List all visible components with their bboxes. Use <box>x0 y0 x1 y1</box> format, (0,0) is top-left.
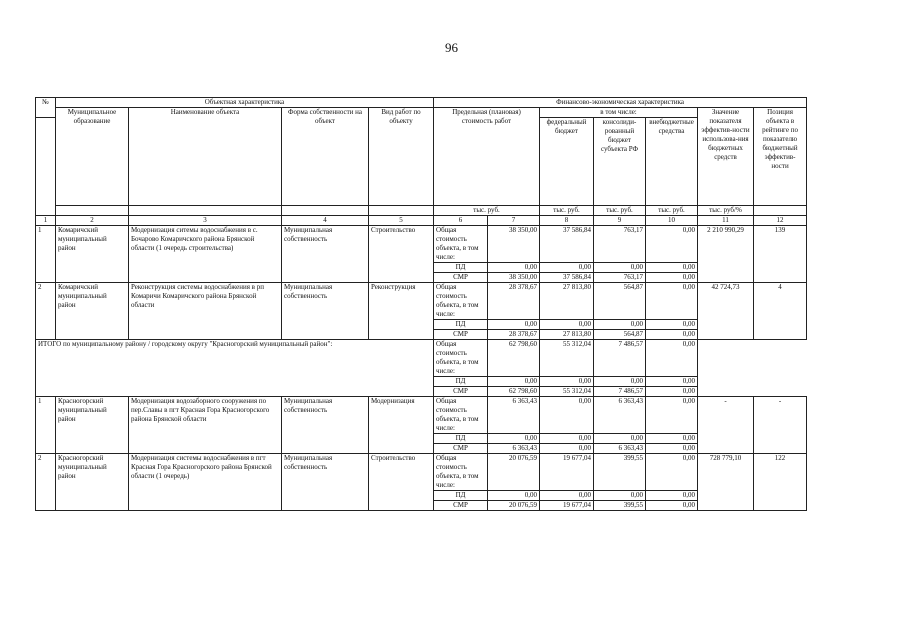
row-object-name: Реконструкция системы водоснабжения в рп Комаричи Комаричского района Брянской области <box>129 283 282 340</box>
unit-cell: тыс. руб. <box>594 206 646 216</box>
value-cell: 0,00 <box>646 454 698 491</box>
value-cell: 0,00 <box>488 320 540 330</box>
col-num: 6 <box>434 216 488 226</box>
col-num: 5 <box>369 216 434 226</box>
position-value: 122 <box>754 454 807 511</box>
empty-no-cell <box>36 118 56 206</box>
col-num: 12 <box>754 216 807 226</box>
table-row <box>36 226 807 263</box>
total-cost-label: Общая стоимость объекта, в том числе: <box>434 226 488 263</box>
total-row <box>36 340 807 377</box>
row-work-type: Строительство <box>369 226 434 283</box>
value-cell: 0,00 <box>646 377 698 387</box>
pd-label: ПД <box>434 263 488 273</box>
value-cell: 0,00 <box>646 397 698 434</box>
value-cell: 62 798,60 <box>488 340 540 377</box>
col-num: 7 <box>488 216 540 226</box>
smr-label: СМР <box>434 273 488 283</box>
efficiency-header: Значение показателя эффектив-ности использова-ния бюджетных средств <box>698 108 754 206</box>
financial-table <box>35 97 807 511</box>
row-ownership: Муниципальная собственность <box>282 454 369 511</box>
extrabudget-header: внебюджетные средства <box>646 118 698 206</box>
value-cell: 28 378,67 <box>488 283 540 320</box>
value-cell: 0,00 <box>594 320 646 330</box>
smr-label: СМР <box>434 330 488 340</box>
units-row <box>36 206 807 216</box>
row-object-name: Модернизация системы водоснабжения в пгт Красная Гора Красногорского района Брянской области (1 очередь) <box>129 454 282 511</box>
value-cell: 0,00 <box>646 434 698 444</box>
row-no: 1 <box>36 397 56 454</box>
efficiency-value: 42 724,73 <box>698 283 754 340</box>
position-header: Позиция объекта в рейтинге по показателю бюджетный эффектив-ности <box>754 108 807 206</box>
object-name-header: Наименование объекта <box>129 108 282 206</box>
value-cell: 399,55 <box>594 501 646 511</box>
header-row-2 <box>36 108 807 118</box>
total-cost-label: Общая стоимость объекта, в том числе: <box>434 283 488 320</box>
value-cell: 20 076,59 <box>488 501 540 511</box>
value-cell: 37 586,84 <box>540 226 594 263</box>
col-num: 8 <box>540 216 594 226</box>
value-cell: 0,00 <box>540 434 594 444</box>
table-row <box>36 454 807 491</box>
smr-label: СМР <box>434 387 488 397</box>
pd-label: ПД <box>434 377 488 387</box>
unit-cell: тыс. руб. <box>540 206 594 216</box>
row-no: 2 <box>36 283 56 340</box>
value-cell: 0,00 <box>488 434 540 444</box>
total-cost-label: Общая стоимость объекта, в том числе: <box>434 340 488 377</box>
municipality-header: Муниципальное образование <box>56 108 129 206</box>
position-value: 139 <box>754 226 807 283</box>
value-cell: 28 378,67 <box>488 330 540 340</box>
pd-label: ПД <box>434 320 488 330</box>
planned-cost-header: Предельная (плановая) стоимость работ <box>434 108 540 206</box>
object-char-header: Объектная характеристика <box>56 98 434 108</box>
value-cell: 0,00 <box>646 226 698 263</box>
row-work-type: Строительство <box>369 454 434 511</box>
value-cell: 37 586,84 <box>540 273 594 283</box>
value-cell: 0,00 <box>594 491 646 501</box>
value-cell: 0,00 <box>594 377 646 387</box>
value-cell: 399,55 <box>594 454 646 491</box>
value-cell: 55 312,04 <box>540 387 594 397</box>
value-cell: 19 677,04 <box>540 454 594 491</box>
row-municipality: Комаричский муниципальный район <box>56 226 129 283</box>
value-cell: 0,00 <box>488 377 540 387</box>
value-cell: 0,00 <box>594 263 646 273</box>
row-municipality: Красногорский муниципальный район <box>56 454 129 511</box>
value-cell: 0,00 <box>540 377 594 387</box>
federal-header: федеральный бюджет <box>540 118 594 206</box>
value-cell: 0,00 <box>646 387 698 397</box>
value-cell: 55 312,04 <box>540 340 594 377</box>
unit-cell: тыс. руб. <box>434 206 540 216</box>
row-work-type: Модернизация <box>369 397 434 454</box>
value-cell: 6 363,43 <box>594 444 646 454</box>
column-numbers-row <box>36 216 807 226</box>
value-cell: 564,87 <box>594 330 646 340</box>
page-number: 96 <box>445 40 458 55</box>
value-cell: 763,17 <box>594 226 646 263</box>
efficiency-value: 728 779,10 <box>698 454 754 511</box>
row-work-type: Реконструкция <box>369 283 434 340</box>
col-num: 3 <box>129 216 282 226</box>
value-cell: 38 350,00 <box>488 226 540 263</box>
row-ownership: Муниципальная собственность <box>282 283 369 340</box>
value-cell: 7 486,57 <box>594 387 646 397</box>
value-cell: 0,00 <box>488 263 540 273</box>
col-num: 1 <box>36 216 56 226</box>
value-cell: 0,00 <box>488 491 540 501</box>
value-cell: 27 813,80 <box>540 283 594 320</box>
pd-label: ПД <box>434 491 488 501</box>
value-cell: 0,00 <box>540 263 594 273</box>
value-cell: 0,00 <box>646 491 698 501</box>
value-cell: 0,00 <box>646 340 698 377</box>
consolidated-header: консолиди-рованный бюджет субъекта РФ <box>594 118 646 206</box>
value-cell: 0,00 <box>540 397 594 434</box>
value-cell: 6 363,43 <box>594 397 646 434</box>
value-cell: 0,00 <box>540 320 594 330</box>
row-municipality: Красногорский муниципальный район <box>56 397 129 454</box>
itogo-label: ИТОГО по муниципальному району / городскому округу "Красногорский муниципальный район": <box>36 340 434 397</box>
unit-cell: тыс. руб. <box>646 206 698 216</box>
value-cell: 564,87 <box>594 283 646 320</box>
position-value: - <box>754 397 807 454</box>
value-cell: 0,00 <box>646 283 698 320</box>
total-cost-label: Общая стоимость объекта, в том числе: <box>434 397 488 434</box>
col-num: 11 <box>698 216 754 226</box>
value-cell: 0,00 <box>646 444 698 454</box>
value-cell: 0,00 <box>594 434 646 444</box>
col-num: 2 <box>56 216 129 226</box>
value-cell: 6 363,43 <box>488 444 540 454</box>
position-value: 4 <box>754 283 807 340</box>
row-municipality: Комаричский муниципальный район <box>56 283 129 340</box>
efficiency-value: - <box>698 397 754 454</box>
value-cell: 0,00 <box>540 444 594 454</box>
pd-label: ПД <box>434 434 488 444</box>
row-object-name: Модернизация водозаборного сооружения по пер.Славы в пгт Красная Гора Красногорского района Брянской области <box>129 397 282 454</box>
col-no-header: № <box>36 98 56 118</box>
value-cell: 19 677,04 <box>540 501 594 511</box>
total-cost-label: Общая стоимость объекта, в том числе: <box>434 454 488 491</box>
efficiency-value: 2 210 990,29 <box>698 226 754 283</box>
including-header: в том числе: <box>540 108 698 118</box>
col-num: 9 <box>594 216 646 226</box>
value-cell: 0,00 <box>646 320 698 330</box>
value-cell: 0,00 <box>646 501 698 511</box>
work-type-header: Вид работ по объекту <box>369 108 434 206</box>
fin-char-header: Финансово-экономическая характеристика <box>434 98 807 108</box>
row-ownership: Муниципальная собственность <box>282 226 369 283</box>
smr-label: СМР <box>434 501 488 511</box>
value-cell: 6 363,43 <box>488 397 540 434</box>
value-cell: 763,17 <box>594 273 646 283</box>
value-cell: 27 813,80 <box>540 330 594 340</box>
value-cell: 38 350,00 <box>488 273 540 283</box>
value-cell: 7 486,57 <box>594 340 646 377</box>
col-num: 10 <box>646 216 698 226</box>
unit-cell: тыс. руб/% <box>698 206 754 216</box>
header-row-1 <box>36 98 807 108</box>
smr-label: СМР <box>434 444 488 454</box>
row-no: 2 <box>36 454 56 511</box>
value-cell: 62 798,60 <box>488 387 540 397</box>
table-row <box>36 283 807 320</box>
table-row <box>36 397 807 434</box>
row-object-name: Модернизация ситемы водоснабжения в с. Бочарово Комаричского района Брянской области (1 очередь строительства) <box>129 226 282 283</box>
ownership-header: Форма собственности на объект <box>282 108 369 206</box>
value-cell: 20 076,59 <box>488 454 540 491</box>
row-ownership: Муниципальная собственность <box>282 397 369 454</box>
col-num: 4 <box>282 216 369 226</box>
row-no: 1 <box>36 226 56 283</box>
value-cell: 0,00 <box>646 273 698 283</box>
value-cell: 0,00 <box>540 491 594 501</box>
value-cell: 0,00 <box>646 330 698 340</box>
value-cell: 0,00 <box>646 263 698 273</box>
